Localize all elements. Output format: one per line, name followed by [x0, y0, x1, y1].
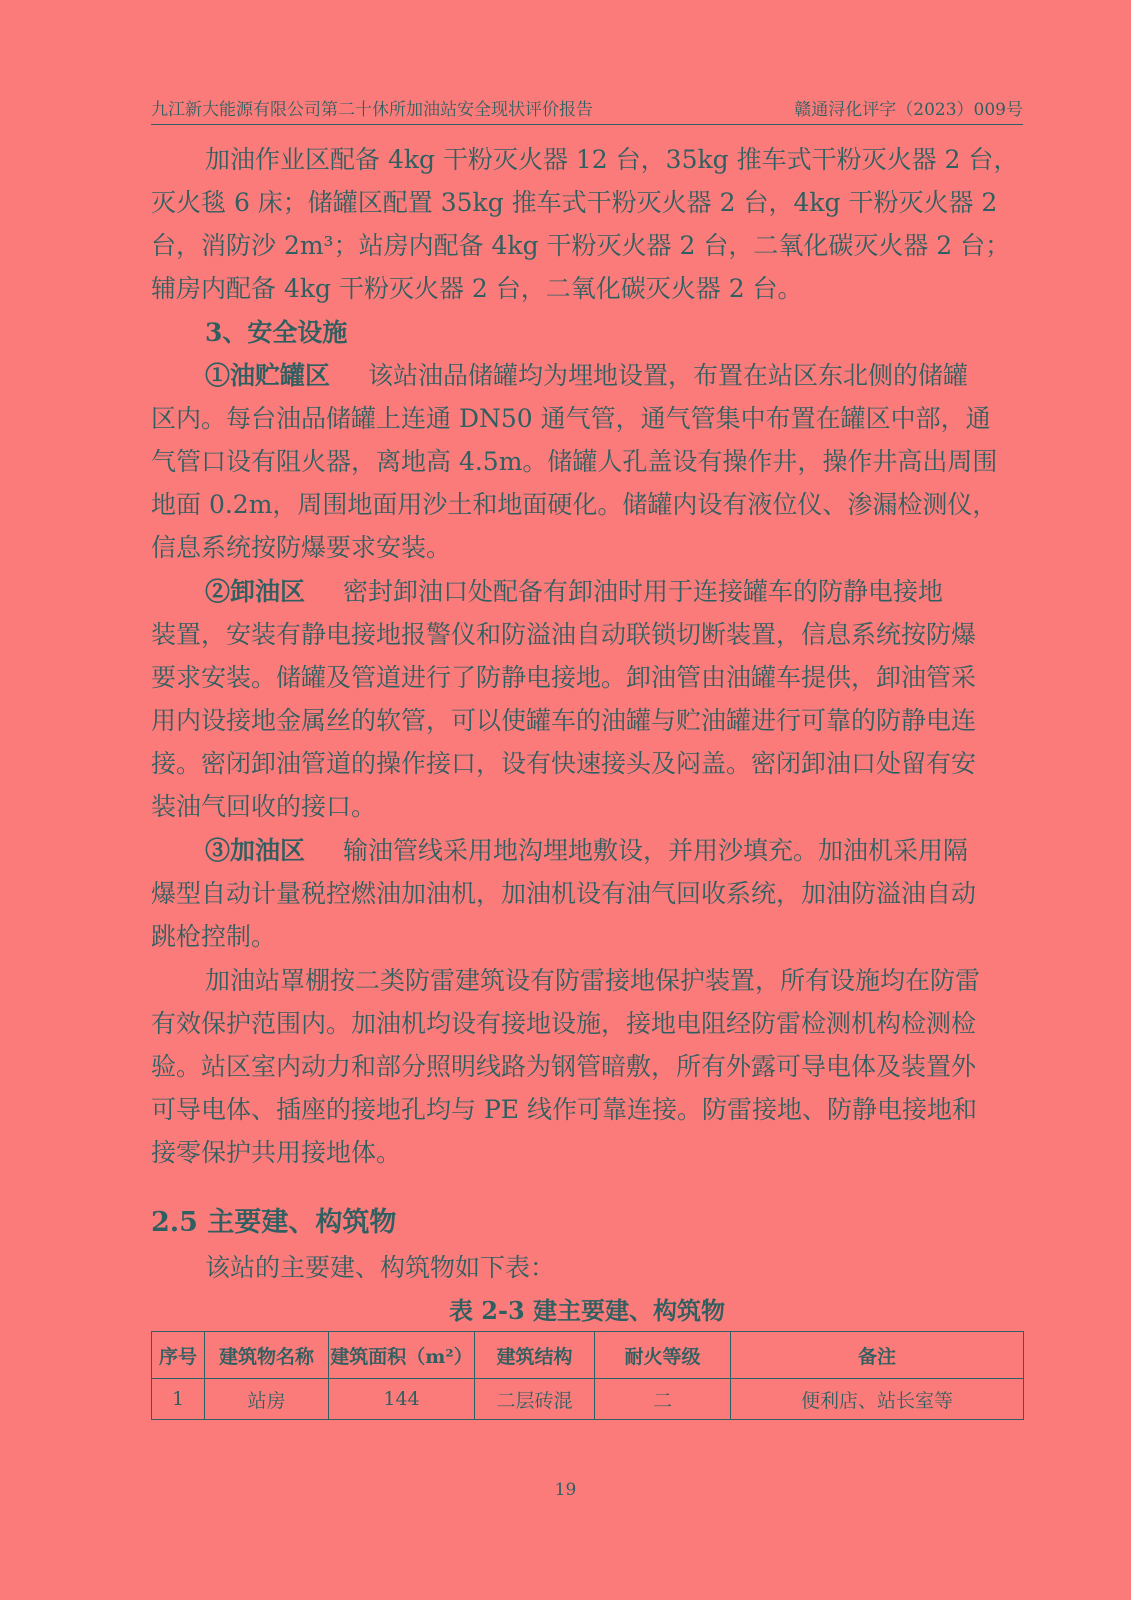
paragraph-line: 可导电体、插座的接地孔均与 PE 线作可靠连接。防雷接地、防静电接地和 [151, 1095, 977, 1124]
table-header-cell: 建筑物名称 [205, 1332, 329, 1379]
table-cell: 便利店、站长室等 [731, 1379, 1024, 1420]
paragraph-line: 跳枪控制。 [151, 922, 277, 951]
paragraph-line: 气管口设有阻火器，离地高 4.5m。储罐人孔盖设有操作井，操作井高出周围 [151, 447, 998, 476]
paragraph-line: 用内设接地金属丝的软管，可以使罐车的油罐与贮油罐进行可靠的防静电连 [151, 706, 977, 735]
table-row [152, 1379, 1024, 1420]
page-number: 19 [554, 1480, 577, 1500]
section-intro: 该站的主要建、构筑物如下表： [205, 1253, 556, 1282]
paragraph-line: 地面 0.2m，周围地面用沙土和地面硬化。储罐内设有液位仪、渗漏检测仪， [151, 490, 998, 519]
table-header-row [152, 1332, 1024, 1379]
paragraph-line: 接零保护共用接地体。 [151, 1138, 402, 1167]
unload-area-text: 密封卸油口处配备有卸油时用于连接罐车的防静电接地 [343, 577, 944, 606]
table-cell: 二层砖混 [475, 1379, 595, 1420]
paragraph-line: 加油作业区配备 4kg 干粉灭火器 12 台，35kg 推车式干粉灭火器 2 台， [205, 145, 1019, 174]
fuel-area-text: 输油管线采用地沟埋地敷设，并用沙填充。加油机采用隔 [343, 836, 969, 865]
tank-area-text: 该站油品储罐均为埋地设置，布置在站区东北侧的储罐 [368, 361, 969, 390]
table-cell: 144 [329, 1379, 475, 1420]
tank-area-label: ①油贮罐区 [205, 361, 331, 390]
page-header [151, 98, 1023, 125]
fuel-area-label: ③加油区 [205, 836, 306, 865]
paragraph-line: 信息系统按防爆要求安装。 [151, 533, 452, 562]
unload-area-label: ②卸油区 [205, 577, 306, 606]
paragraph-line: 灭火毯 6 床；储罐区配置 35kg 推车式干粉灭火器 2 台，4kg 干粉灭火器 2 [151, 188, 998, 217]
paragraph-line: 接。密闭卸油管道的操作接口，设有快速接头及闷盖。密闭卸油口处留有安 [151, 749, 977, 778]
paragraph-line: 辅房内配备 4kg 干粉灭火器 2 台，二氧化碳灭火器 2 台。 [151, 274, 803, 303]
buildings-table [151, 1331, 1024, 1420]
header-report-title: 九江新大能源有限公司第二十休所加油站安全现状评价报告 [151, 100, 593, 120]
table-header-cell: 备注 [731, 1332, 1024, 1379]
header-report-number: 赣通浔化评字（2023）009号 [794, 100, 1023, 120]
subheading-safety-facilities: 3、安全设施 [205, 318, 348, 347]
paragraph-line: 装油气回收的接口。 [151, 792, 377, 821]
section-title: 2.5 主要建、构筑物 [151, 1207, 397, 1238]
unload-area-first-line [205, 577, 943, 607]
table-caption: 表 2-3 建主要建、构筑物 [448, 1296, 726, 1325]
paragraph-line: 加油站罩棚按二类防雷建筑设有防雷接地保护装置，所有设施均在防雷 [205, 966, 981, 995]
paragraph-line: 区内。每台油品储罐上连通 DN50 通气管，通气管集中布置在罐区中部，通 [151, 404, 991, 433]
table-cell: 1 [152, 1379, 205, 1420]
fuel-area-first-line [205, 836, 968, 866]
paragraph-line: 爆型自动计量税控燃油加油机，加油机设有油气回收系统，加油防溢油自动 [151, 879, 977, 908]
tank-area-first-line [205, 361, 968, 391]
paragraph-line: 要求安装。储罐及管道进行了防静电接地。卸油管由油罐车提供，卸油管采 [151, 663, 977, 692]
table-cell: 站房 [205, 1379, 329, 1420]
paragraph-line: 台，消防沙 2m³；站房内配备 4kg 干粉灭火器 2 台，二氧化碳灭火器 2 台； [151, 231, 1011, 260]
table-header-cell: 建筑面积（m²） [329, 1332, 475, 1379]
paragraph-line: 验。站区室内动力和部分照明线路为钢管暗敷，所有外露可导电体及装置外 [151, 1052, 977, 1081]
paragraph-line: 有效保护范围内。加油机均设有接地设施，接地电阻经防雷检测机构检测检 [151, 1009, 977, 1038]
table-cell: 二 [595, 1379, 731, 1420]
table-header-cell: 建筑结构 [475, 1332, 595, 1379]
table-header-cell: 序号 [152, 1332, 205, 1379]
table-header-cell: 耐火等级 [595, 1332, 731, 1379]
paragraph-line: 装置，安装有静电接地报警仪和防溢油自动联锁切断装置，信息系统按防爆 [151, 620, 977, 649]
